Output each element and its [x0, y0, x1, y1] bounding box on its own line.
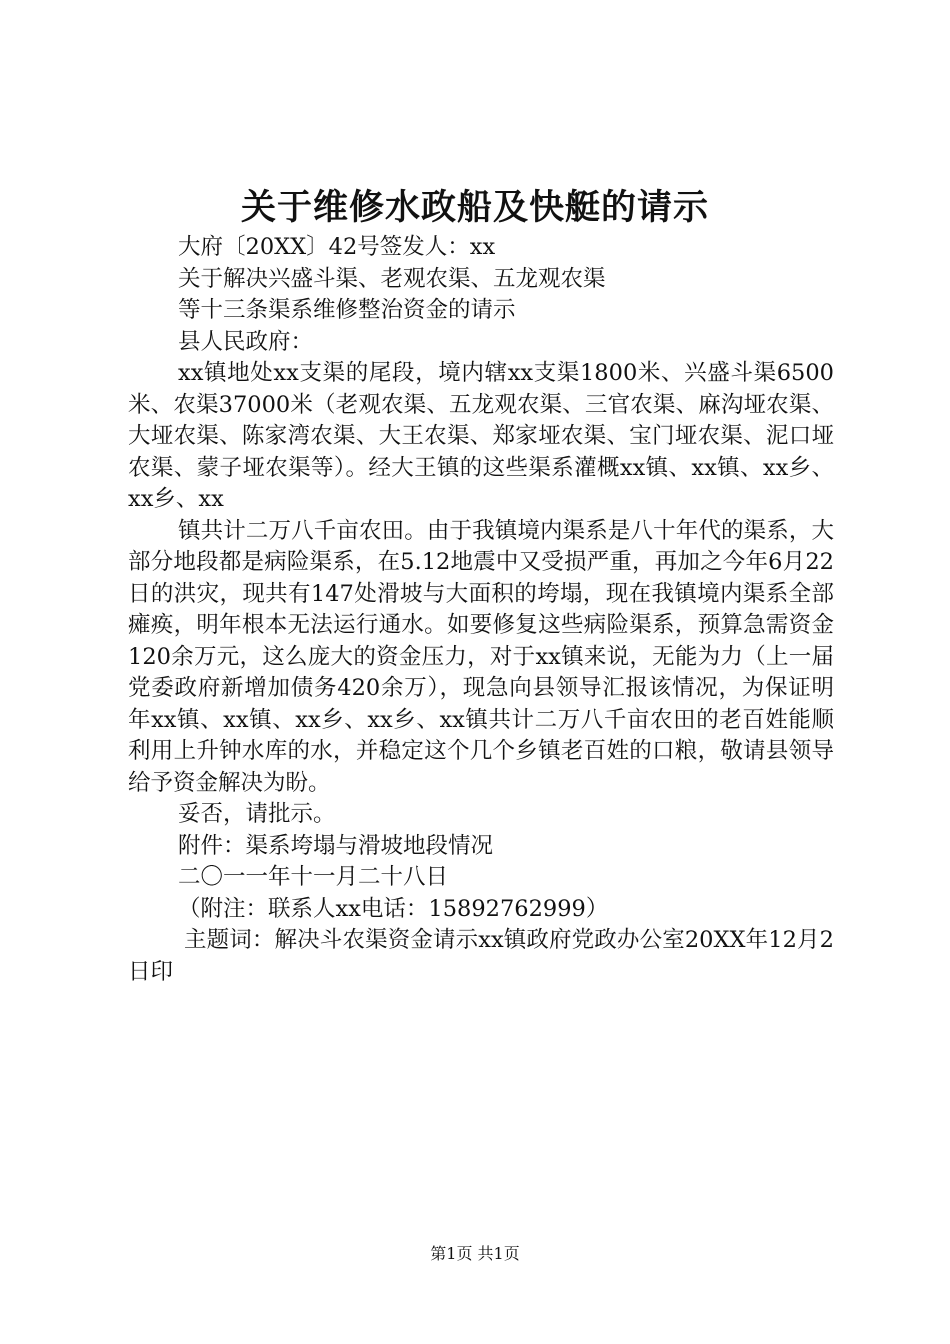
addressee: 县人民政府：: [178, 328, 314, 355]
closing-request: 妥否，请批示。: [178, 801, 336, 827]
keywords-line: 主题词：解决斗农渠资金请示xx镇政府党政办公室20XX年12月2日印: [128, 927, 834, 985]
document-body: [128, 232, 834, 988]
subject-line-1: 关于解决兴盛斗渠、老观农渠、五龙观农渠: [178, 265, 606, 292]
attachment-line: 附件：渠系垮塌与滑坡地段情况: [178, 832, 494, 859]
document-number-line: 大府〔20XX〕42号签发人：xx: [178, 234, 496, 260]
contact-note: （附注：联系人xx电话：15892762999）: [178, 895, 609, 922]
body-paragraph-1: xx镇地处xx支渠的尾段，境内辖xx支渠1800米、兴盛斗渠6500米、农渠37000米（老观农渠、五龙观农渠、三官农渠、麻沟垭农渠、大垭农渠、陈家湾农渠、大王农渠、郑家垭农渠、宝门垭农渠、泥口垭农渠、蒙子垭农渠等）。经大王镇的这些渠系灌概xx镇、xx镇、xx乡、xx乡、xx: [128, 360, 834, 512]
subject-line-2: 等十三条渠系维修整治资金的请示: [178, 297, 516, 323]
page-number-footer: 第1页 共1页: [430, 1244, 520, 1263]
body-paragraph-2: 镇共计二万八千亩农田。由于我镇境内渠系是八十年代的渠系，大部分地段都是病险渠系，在5.12地震中又受损严重，再加之今年6月22日的洪灾，现共有147处滑坡与大面积的垮塌，现在我镇境内渠系全部瘫痪，明年根本无法运行通水。如要修复这些病险渠系，预算急需资金120余万元，这么庞大的资金压力，对于xx镇来说，无能为力（上一届党委政府新增加债务420余万），现急向县领导汇报该情况，为保证明年xx镇、xx镇、xx乡、xx乡、xx镇共计二万八千亩农田的老百姓能顺利用上升钟水库的水，并稳定这个几个乡镇老百姓的口粮，敬请县领导给予资金解决为盼。: [128, 517, 834, 796]
document-title: 关于维修水政船及快艇的请示: [240, 187, 709, 228]
date-line: 二〇一一年十一月二十八日: [178, 864, 449, 890]
